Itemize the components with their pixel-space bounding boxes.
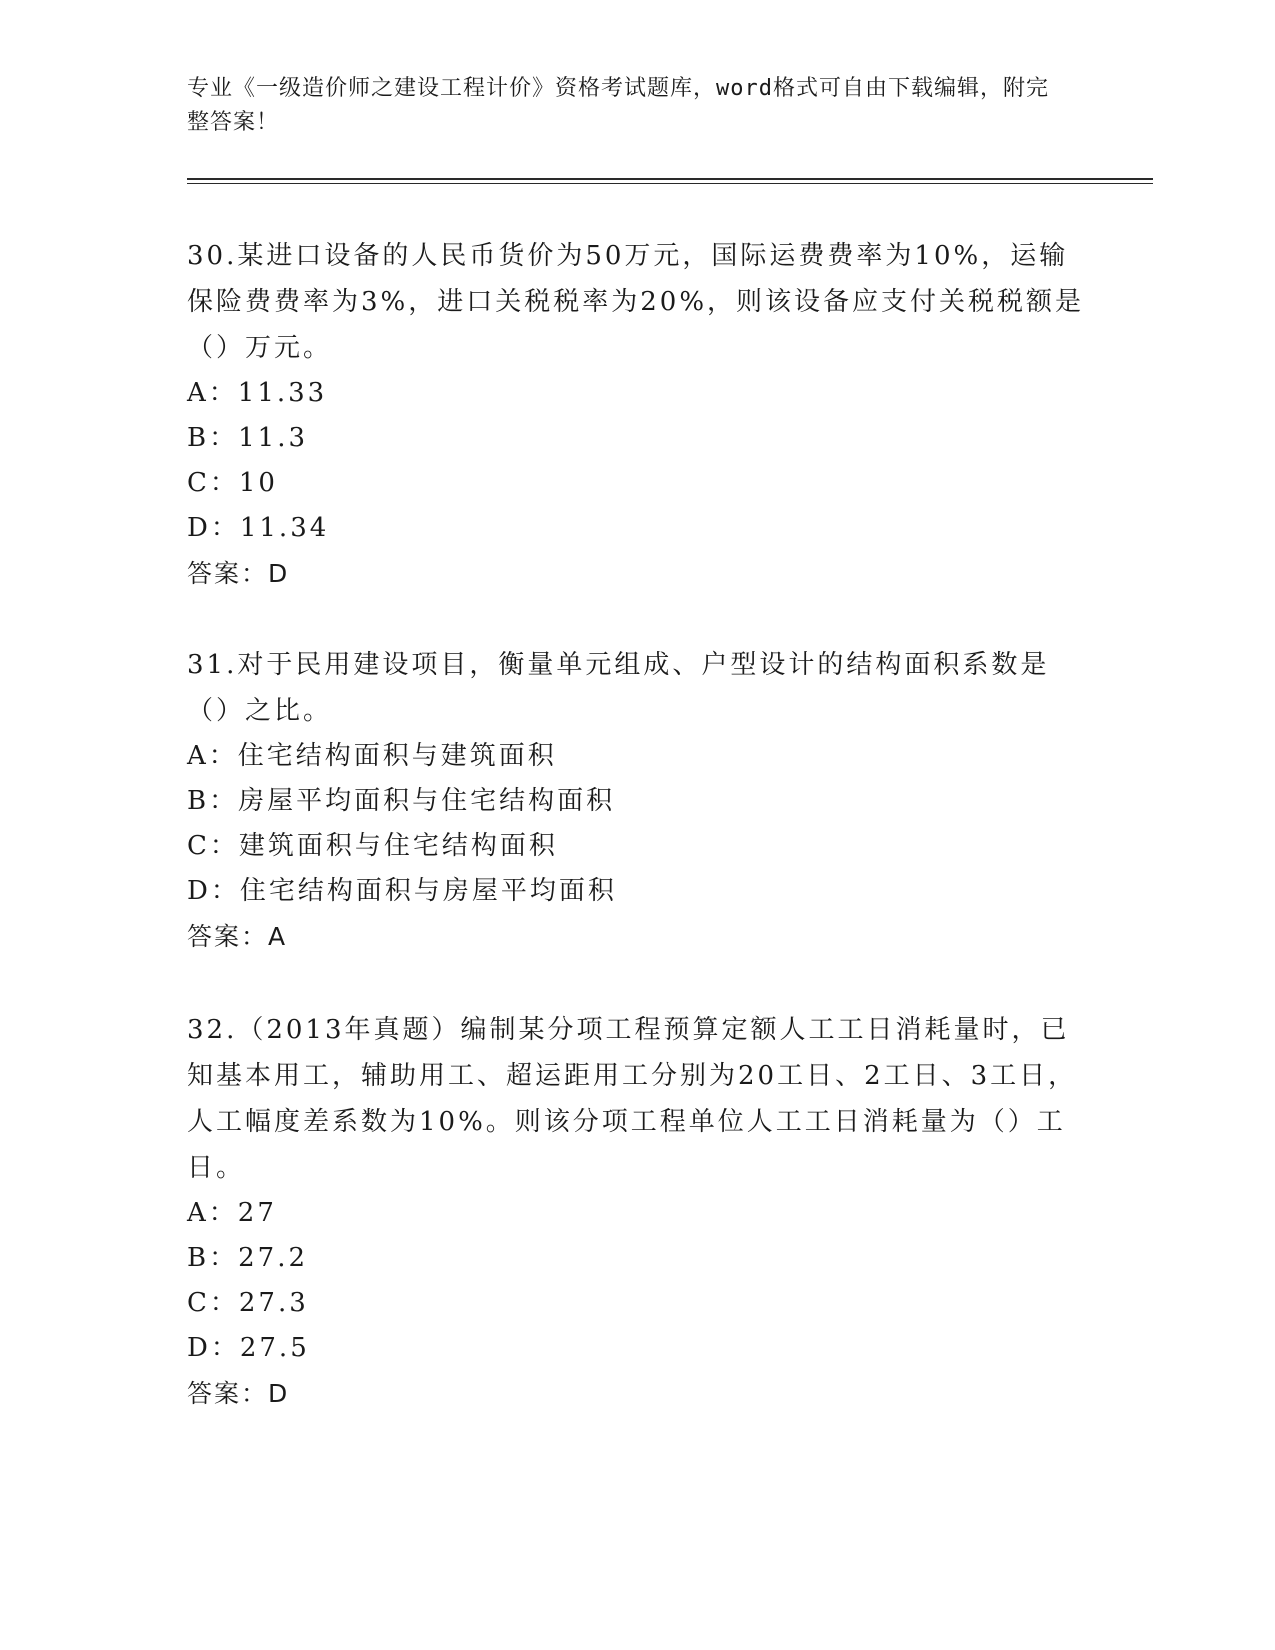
option-d: D：11.34 <box>187 513 330 543</box>
question-stem: 32.（2013年真题）编制某分项工程预算定额人工工日消耗量时，已知基本用工，辅助用工、超运距用工分别为20工日、2工日、3工日，人工幅度差系数为10%。则该分项工程单位人工工日消耗量为（）工日。 <box>187 1015 1078 1183</box>
answer: 答案：A <box>187 922 288 951</box>
option-a: A：住宅结构面积与建筑面积 <box>187 741 557 771</box>
question-stem: 30.某进口设备的人民币货价为50万元，国际运费费率为10%，运输保险费费率为3%，进口关税税率为20%，则该设备应支付关税税额是（）万元。 <box>187 241 1085 363</box>
option-a: A：11.33 <box>187 378 328 408</box>
option-d: D：住宅结构面积与房屋平均面积 <box>187 876 617 906</box>
question-30 <box>187 233 1087 597</box>
option-b: B：11.3 <box>187 423 308 453</box>
option-c: C：10 <box>187 468 278 498</box>
header-text: 专业《一级造价师之建设工程计价》资格考试题库，word格式可自由下载编辑，附完整答案！ <box>187 76 1049 135</box>
option-c: C：27.3 <box>187 1288 309 1318</box>
option-d: D：27.5 <box>187 1333 310 1363</box>
header-rule-bottom <box>187 183 1153 184</box>
option-b: B：27.2 <box>187 1243 308 1273</box>
answer: 答案：D <box>187 559 290 588</box>
question-31 <box>187 642 1087 960</box>
option-a: A：27 <box>187 1198 277 1228</box>
question-32 <box>187 1007 1087 1417</box>
page-header <box>187 72 1067 140</box>
option-c: C：建筑面积与住宅结构面积 <box>187 831 558 861</box>
answer: 答案：D <box>187 1379 290 1408</box>
question-stem: 31.对于民用建设项目，衡量单元组成、户型设计的结构面积系数是（）之比。 <box>187 650 1050 726</box>
header-rule-top <box>187 178 1153 180</box>
option-b: B：房屋平均面积与住宅结构面积 <box>187 786 616 816</box>
